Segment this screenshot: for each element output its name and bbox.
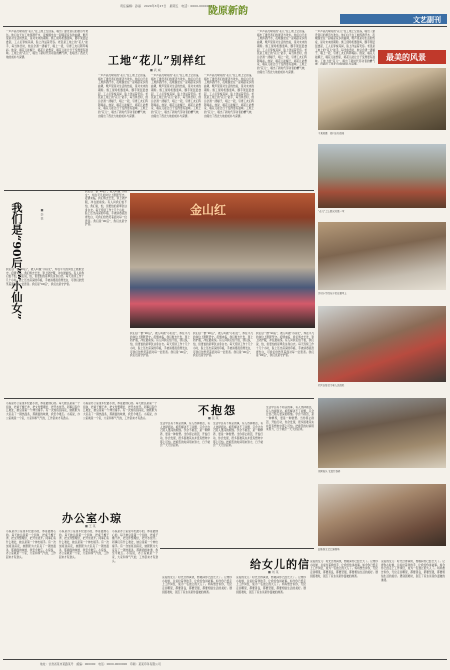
section-divider-1 (4, 190, 314, 191)
right-top-text: 一声声高亢嘹亮的“花儿”在工地上空回荡，唱出了建设者们的豪迈与欢乐。他们白天在工地挥洒汗水，夜晚围坐在一起唱起家乡的曲调，歌声里是对生活的热爱，是对未来的期盼。施工现场机器轰鸣，脚手架层层叠起，工人们穿梭其间，脸上洋溢着笑容。老张是工地上的“花儿”能手，每当休息时，他总会清一清嗓子，唱上一段，引得工友们阵阵喝彩。他说，唱花儿能解乏，唱花儿能想家，唱花儿能让日子变得更有滋味。工地上的“花儿”，唱出了新时代劳动者的精气神，也唱出了西北大地的质朴与深情。 (315, 30, 375, 65)
scenery-photo-2 (318, 144, 446, 208)
article-office-title: 办公室小琼 (62, 512, 122, 525)
article-complain-byline: ■ 张 某 (208, 416, 219, 420)
scenery-caption-1: 王某某摄 春日山村晨景 (318, 132, 345, 135)
article-office-text-col1: 小琼是办公室里年纪最小的，却是最细心的。每天她总是第一个到岗，把桌子擦干净，把文件整理好，把开水烧开。同事们有什么难处，她总是第一个伸出援手。有一次加班到深夜，她默默为大家煮了一锅热面条，那碗面的味道，我至今难忘。小琼说，办公室就是一个家，大家和和气气的，工作起来才有劲头。 (6, 530, 56, 559)
article-letter-text-col2: 亲爱的女儿：时光过得真快，转眼间你已经长大了。记得你小时候，总爱拉着我的手，让我给你讲故事。如今你已经走上工作岗位，成为一名独立的大人了。妈妈想告诉你，无论走到哪里，都要善良，都要坚强，都要相信生活的美好。遇到困难时，别忘了家永远是你温暖的港湾。 (236, 576, 306, 594)
article-girls-byline: ■ 李 某 (40, 208, 44, 220)
article-office-text-col2: 小琼是办公室里年纪最小的，却是最细心的。每天她总是第一个到岗，把桌子擦干净，把文件整理好，把开水烧开。同事们有什么难处，她总是第一个伸出援手。有一次加班到深夜，她默默为大家煮了一锅热面条，那碗面的味道，我至今难忘。小琼说，办公室就是一个家，大家和和气气的，工作起来才有劲头。 (59, 530, 109, 559)
article-complain-text-col2: 生活中总有不如意的事，有人选择抱怨，有人选择面对。抱怨解决不了问题，只会让自己陷入更深的烦恼。学会不抱怨，是一种修养，更是一种智慧。当你停止抱怨，开始行动，你会发现，很多困难其实并没有想象中那么可怕。把抱怨的时间用来努力，日子就会一天天好起来。 (213, 422, 263, 448)
article-girls-text-col5: 我们这一群“90后”，被人叫做“小仙女”，却在平凡的岗位上默默坚守。疫情来临，我们剪去长发，穿上防护服，冲在最前线。有人问我们怕不怕，我们说，怕，但更怕的是辜负这身白衣。每天连续工作十几个小时，脸上压出深深的印痕，手被消毒液泡得发白，可我们依然笑着面对每一位患者。我们是“90后”，我们也是守护者。 (256, 332, 314, 358)
scenery-caption-6: 迎新春文艺汇演现场 (318, 548, 340, 551)
scenery-banner-title: 最美的风景 (386, 52, 426, 62)
article-complain-title: 不抱怨 (198, 404, 237, 417)
section-banner (340, 14, 447, 24)
scenery-photo-1 (318, 68, 446, 130)
article-letter-text-col4: 亲爱的女儿：时光过得真快，转眼间你已经长大了。记得你小时候，总爱拉着我的手，让我给你讲故事。如今你已经走上工作岗位，成为一名独立的大人了。妈妈想告诉你，无论走到哪里，都要善良，都要坚强，都要相信生活的美好。遇到困难时，别忘了家永远是你温暖的港湾。 (381, 560, 445, 582)
footer-rule (3, 659, 447, 660)
scenery-photo-5 (318, 398, 446, 468)
scenery-photo-3 (318, 222, 446, 290)
header-rule (3, 26, 447, 27)
scenery-banner (378, 50, 446, 64)
article-letter-title: 给女儿的信 (250, 558, 310, 571)
section-divider-3 (160, 548, 314, 549)
article-girls-text-col3: 我们这一群“90后”，被人叫做“小仙女”，却在平凡的岗位上默默坚守。疫情来临，我们剪去长发，穿上防护服，冲在最前线。有人问我们怕不怕，我们说，怕，但更怕的是辜负这身白衣。每天连续工作十几个小时，脸上压出深深的印痕，手被消毒液泡得发白，可我们依然笑着面对每一位患者。我们是“90后”，我们也是守护者。 (130, 332, 190, 358)
article-flower-title: 工地“花儿”别样红 (108, 54, 207, 67)
header-logo: 陇原新韵 (208, 6, 248, 17)
scenery-photo-6 (318, 484, 446, 546)
article-complain-text-col1: 生活中总有不如意的事，有人选择抱怨，有人选择面对。抱怨解决不了问题，只会让自己陷入更深的烦恼。学会不抱怨，是一种修养，更是一种智慧。当你停止抱怨，开始行动，你会发现，很多困难其实并没有想象中那么可怕。把抱怨的时间用来努力，日子就会一天天好起来。 (160, 422, 210, 448)
main-photo (130, 193, 315, 328)
article-letter-byline: ■ 刘 某 (268, 570, 279, 574)
scenery-photo-4 (318, 306, 446, 382)
scenery-caption-3: 乡村小学的孩子们在课堂上 (318, 292, 347, 295)
article-complain-text-col3: 生活中总有不如意的事，有人选择抱怨，有人选择面对。抱怨解决不了问题，只会让自己陷入更深的烦恼。学会不抱怨，是一种修养，更是一种智慧。当你停止抱怨，开始行动，你会发现，很多困难其实并没有想象中那么可怕。把抱怨的时间用来努力，日子就会一天天好起来。 (266, 406, 314, 432)
footer-text: 地址：甘肃省某市某路某号 邮编：000000 电话：0000-0000000 印刷：某某印务有限公司 (40, 662, 161, 666)
article-girls-text-col1: 我们这一群“90后”，被人叫做“小仙女”，却在平凡的岗位上默默坚守。疫情来临，我们剪去长发，穿上防护服，冲在最前线。有人问我们怕不怕，我们说，怕，但更怕的是辜负这身白衣。每天连续工作十几个小时，脸上压出深深的印痕，手被消毒液泡得发白，可我们依然笑着面对每一位患者。我们是“90后”，我们也是守护者。 (85, 190, 127, 227)
article-office-lead-text-2: 小琼是办公室里年纪最小的，却是最细心的。每天她总是第一个到岗，把桌子擦干净，把文件整理好，把开水烧开。同事们有什么难处，她总是第一个伸出援手。有一次加班到深夜，她默默为大家煮了一锅热面条，那碗面的味道，我至今难忘。小琼说，办公室就是一个家，大家和和气气的，工作起来才有劲头。 (83, 402, 157, 420)
article-office-lead-text: 小琼是办公室里年纪最小的，却是最细心的。每天她总是第一个到岗，把桌子擦干净，把文件整理好，把开水烧开。同事们有什么难处，她总是第一个伸出援手。有一次加班到深夜，她默默为大家煮了一锅热面条，那碗面的味道，我至今难忘。小琼说，办公室就是一个家，大家和和气气的，工作起来才有劲头。 (6, 402, 80, 420)
article-girls-text-col4: 我们这一群“90后”，被人叫做“小仙女”，却在平凡的岗位上默默坚守。疫情来临，我们剪去长发，穿上防护服，冲在最前线。有人问我们怕不怕，我们说，怕，但更怕的是辜负这身白衣。每天连续工作十几个小时，脸上压出深深的印痕，手被消毒液泡得发白，可我们依然笑着面对每一位患者。我们是“90后”，我们也是守护者。 (193, 332, 253, 358)
article-flower-text-col4: 一声声高亢嘹亮的“花儿”在工地上空回荡，唱出了建设者们的豪迈与欢乐。他们白天在工地挥洒汗水，夜晚围坐在一起唱起家乡的曲调，歌声里是对生活的热爱，是对未来的期盼。施工现场机器轰鸣，脚手架层层叠起，工人们穿梭其间，脸上洋溢着笑容。老张是工地上的“花儿”能手，每当休息时，他总会清一清嗓子，唱上一段，引得工友们阵阵喝彩。他说，唱花儿能解乏，唱花儿能想家，唱花儿能让日子变得更有滋味。工地上的“花儿”，唱出了新时代劳动者的精气神，也唱出了西北大地的质朴与深情。 (257, 30, 307, 74)
article-flower-text-col1: 一声声高亢嘹亮的“花儿”在工地上空回荡，唱出了建设者们的豪迈与欢乐。他们白天在工地挥洒汗水，夜晚围坐在一起唱起家乡的曲调，歌声里是对生活的热爱，是对未来的期盼。施工现场机器轰鸣，脚手架层层叠起，工人们穿梭其间，脸上洋溢着笑容。老张是工地上的“花儿”能手，每当休息时，他总会清一清嗓子，唱上一段，引得工友们阵阵喝彩。他说，唱花儿能解乏，唱花儿能想家，唱花儿能让日子变得更有滋味。工地上的“花儿”，唱出了新时代劳动者的精气神，也唱出了西北大地的质朴与深情。 (98, 74, 148, 118)
article-flower-text-col2: 一声声高亢嘹亮的“花儿”在工地上空回荡，唱出了建设者们的豪迈与欢乐。他们白天在工地挥洒汗水，夜晚围坐在一起唱起家乡的曲调，歌声里是对生活的热爱，是对未来的期盼。施工现场机器轰鸣，脚手架层层叠起，工人们穿梭其间，脸上洋溢着笑容。老张是工地上的“花儿”能手，每当休息时，他总会清一清嗓子，唱上一段，引得工友们阵阵喝彩。他说，唱花儿能解乏，唱花儿能想家，唱花儿能让日子变得更有滋味。工地上的“花儿”，唱出了新时代劳动者的精气神，也唱出了西北大地的质朴与深情。 (151, 74, 201, 118)
scenery-caption-5: 田间地头 农民忙春耕 (318, 470, 341, 473)
article-flower-text-col3: 一声声高亢嘹亮的“花儿”在工地上空回荡，唱出了建设者们的豪迈与欢乐。他们白天在工地挥洒汗水，夜晚围坐在一起唱起家乡的曲调，歌声里是对生活的热爱，是对未来的期盼。施工现场机器轰鸣，脚手架层层叠起，工人们穿梭其间，脸上洋溢着笑容。老张是工地上的“花儿”能手，每当休息时，他总会清一清嗓子，唱上一段，引得工友们阵阵喝彩。他说，唱花儿能解乏，唱花儿能想家，唱花儿能让日子变得更有滋味。工地上的“花儿”，唱出了新时代劳动者的精气神，也唱出了西北大地的质朴与深情。 (204, 74, 254, 118)
main-photo-caption-overlay: 金山红 (190, 203, 227, 217)
header-meta: 责任编辑：孙丽 2020年3月27日 星期五 电话：0000-0000000 (120, 4, 213, 8)
article-letter-text-col3: 亲爱的女儿：时光过得真快，转眼间你已经长大了。记得你小时候，总爱拉着我的手，让我给你讲故事。如今你已经走上工作岗位，成为一名独立的大人了。妈妈想告诉你，无论走到哪里，都要善良，都要坚强，都要相信生活的美好。遇到困难时，别忘了家永远是你温暖的港湾。 (310, 560, 378, 578)
section-title: 文艺副刊 (413, 16, 441, 24)
article-girls-text-col2: 我们这一群“90后”，被人叫做“小仙女”，却在平凡的岗位上默默坚守。疫情来临，我们剪去长发，穿上防护服，冲在最前线。有人问我们怕不怕，我们说，怕，但更怕的是辜负这身白衣。每天连续工作十几个小时，脸上压出深深的印痕，手被消毒液泡得发白，可我们依然笑着面对每一位患者。我们是“90后”，我们也是守护者。 (6, 268, 84, 286)
article-girls-title-text: 我们是“90后”“小仙女” (10, 202, 23, 320)
scenery-caption-4: 社区志愿者为老人送温暖 (318, 384, 345, 387)
article-letter-text-col1: 亲爱的女儿：时光过得真快，转眼间你已经长大了。记得你小时候，总爱拉着我的手，让我给你讲故事。如今你已经走上工作岗位，成为一名独立的大人了。妈妈想告诉你，无论走到哪里，都要善良，都要坚强，都要相信生活的美好。遇到困难时，别忘了家永远是你温暖的港湾。 (162, 576, 232, 594)
masthead (0, 0, 450, 34)
article-office-text-col3: 小琼是办公室里年纪最小的，却是最细心的。每天她总是第一个到岗，把桌子擦干净，把文件整理好，把开水烧开。同事们有什么难处，她总是第一个伸出援手。有一次加班到深夜，她默默为大家煮了一锅热面条，那碗面的味道，我至今难忘。小琼说，办公室就是一个家，大家和和气气的，工作起来才有劲头。 (112, 530, 158, 563)
scenery-caption-2: “花儿”会上群众欢聚一堂 (318, 210, 345, 213)
section-divider-2 (4, 398, 314, 399)
article-flower-lead-text: 一声声高亢嘹亮的“花儿”在工地上空回荡，唱出了建设者们的豪迈与欢乐。他们白天在工地挥洒汗水，夜晚围坐在一起唱起家乡的曲调，歌声里是对生活的热爱，是对未来的期盼。施工现场机器轰鸣，脚手架层层叠起，工人们穿梭其间，脸上洋溢着笑容。老张是工地上的“花儿”能手，每当休息时，他总会清一清嗓子，唱上一段，引得工友们阵阵喝彩。他说，唱花儿能解乏，唱花儿能想家，唱花儿能让日子变得更有滋味。工地上的“花儿”，唱出了新时代劳动者的精气神，也唱出了西北大地的质朴与深情。 (6, 30, 88, 59)
article-flower-byline: ■ 武 威 (150, 68, 161, 72)
article-office-byline: ■ 王 某 (85, 524, 96, 528)
